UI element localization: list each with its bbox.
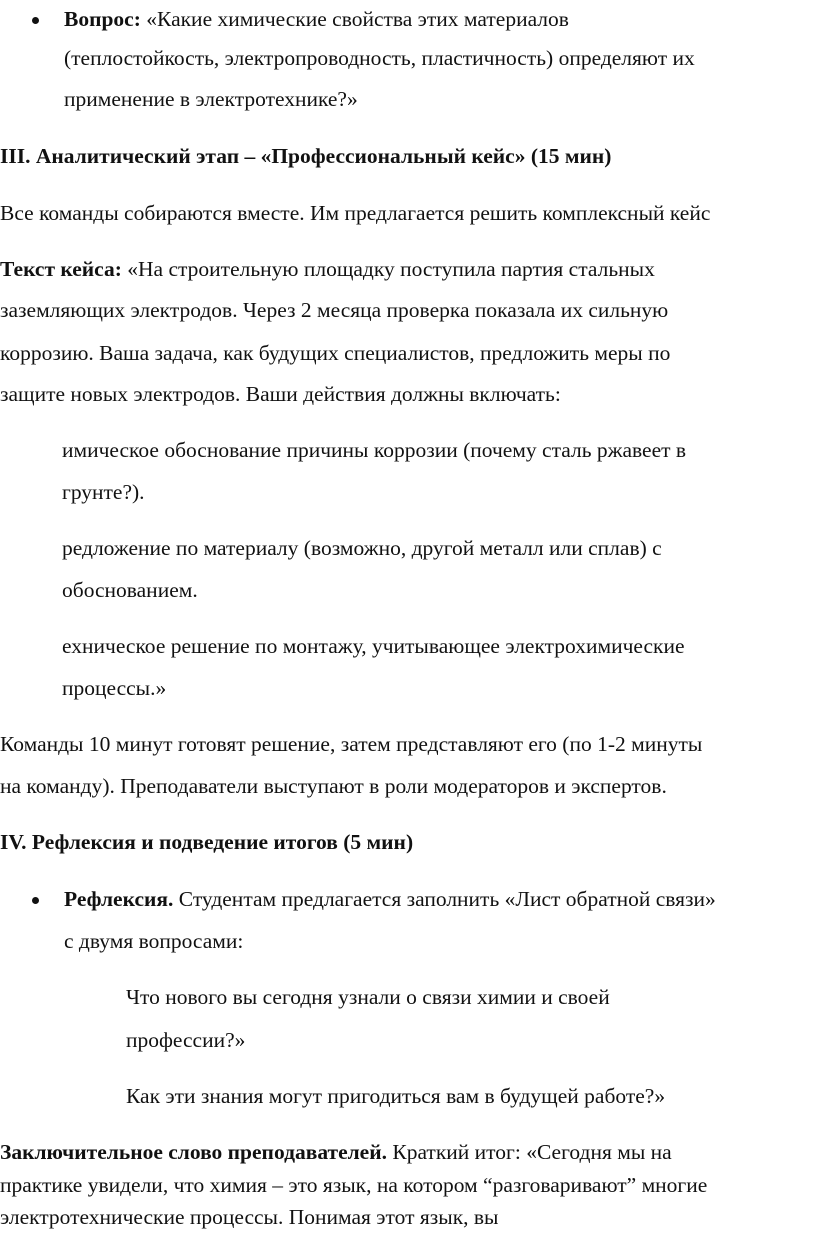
closing-label: Заключительное слово преподавателей. bbox=[0, 1140, 387, 1164]
reflection-line: с двумя вопросами: bbox=[64, 929, 244, 953]
closing-line bbox=[0, 1139, 672, 1165]
closing-text: Краткий итог: «Сегодня мы на bbox=[392, 1140, 672, 1164]
case-line: заземляющих электродов. Через 2 месяца проверка показала их сильную bbox=[0, 298, 669, 322]
reflection-text: Студентам предлагается заполнить «Лист обратной связи» bbox=[178, 887, 716, 911]
reflection-question: Как эти знания могут пригодиться вам в будущей работе?» bbox=[126, 1084, 666, 1108]
paragraph-line: на команду). Преподаватели выступают в роли модераторов и экспертов. bbox=[0, 774, 667, 798]
reflection-line bbox=[64, 886, 716, 912]
case-line bbox=[0, 256, 655, 282]
section-heading: IV. Рефлексия и подведение итогов (5 мин) bbox=[0, 830, 414, 854]
case-line: коррозию. Ваша задача, как будущих специалистов, предложить меры по bbox=[0, 341, 671, 365]
reflection-question: Что нового вы сегодня узнали о связи химии и своей bbox=[126, 985, 610, 1009]
bullet-icon bbox=[32, 897, 39, 904]
paragraph-line: Команды 10 минут готовят решение, затем представляют его (по 1-2 минуты bbox=[0, 732, 703, 756]
closing-line: электротехнические процессы. Понимая этот язык, вы bbox=[0, 1205, 499, 1229]
list-item: обоснованием. bbox=[62, 578, 198, 602]
list-item: имическое обоснование причины коррозии (почему сталь ржавеет в bbox=[62, 438, 687, 462]
case-line: защите новых электродов. Ваши действия должны включать: bbox=[0, 382, 561, 406]
list-item: грунте?). bbox=[62, 480, 145, 504]
closing-line: практике увидели, что химия – это язык, на котором “разговаривают” многие bbox=[0, 1173, 708, 1197]
question-line bbox=[64, 6, 569, 32]
section-heading: III. Аналитический этап – «Профессиональный кейс» (15 мин) bbox=[0, 144, 612, 168]
reflection-question: профессии?» bbox=[126, 1028, 246, 1052]
case-text: «На строительную площадку поступила партия стальных bbox=[127, 257, 655, 281]
case-label: Текст кейса: bbox=[0, 257, 122, 281]
reflection-label: Рефлексия. bbox=[64, 887, 174, 911]
list-item: ехническое решение по монтажу, учитывающее электрохимические bbox=[62, 634, 685, 658]
question-text: «Какие химические свойства этих материалов bbox=[146, 7, 569, 31]
paragraph-line: Все команды собираются вместе. Им предлагается решить комплексный кейс bbox=[0, 201, 711, 225]
question-line: (теплостойкость, электропроводность, пластичность) определяют их bbox=[64, 46, 695, 70]
list-item: процессы.» bbox=[62, 676, 167, 700]
question-label: Вопрос: bbox=[64, 7, 141, 31]
bullet-icon bbox=[32, 17, 39, 24]
list-item: редложение по материалу (возможно, другой металл или сплав) с bbox=[62, 536, 662, 560]
question-line: применение в электротехнике?» bbox=[64, 87, 358, 111]
